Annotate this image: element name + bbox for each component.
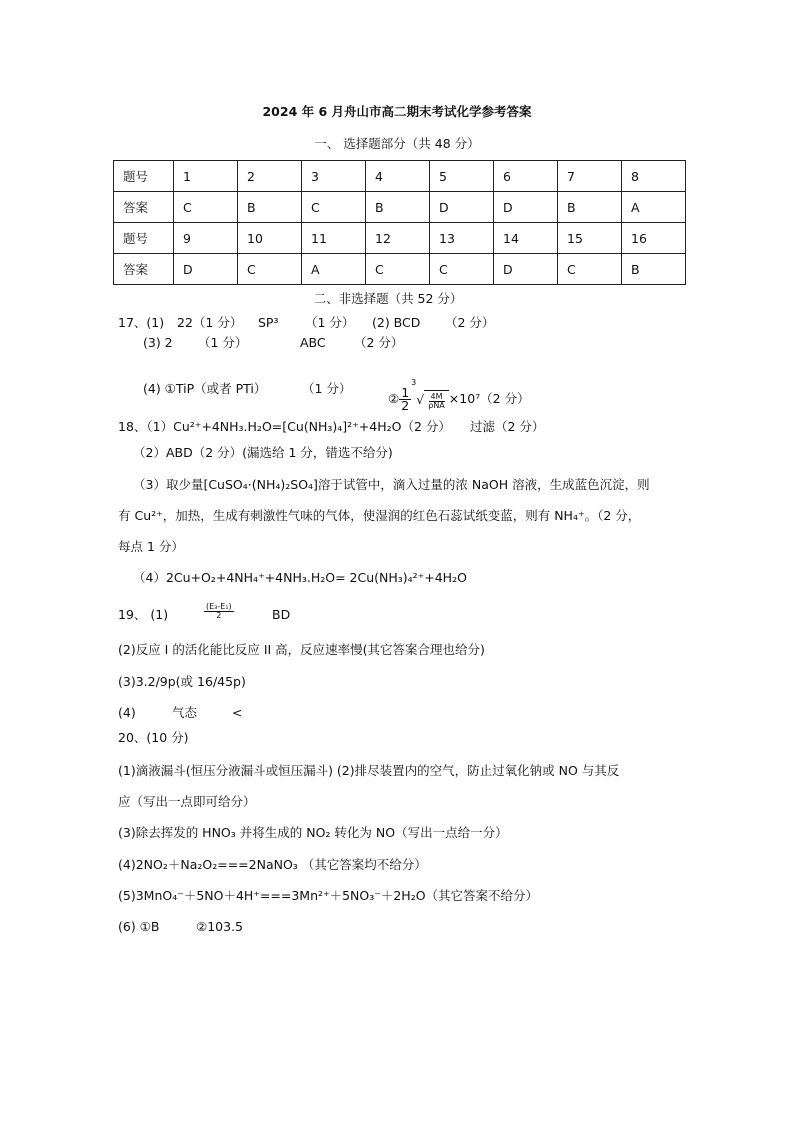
table-cell: C (174, 192, 238, 223)
denominator: 2 (401, 398, 410, 413)
q18-line: （4）2Cu+O₂+4NH₄⁺+4NH₃.H₂O= 2Cu(NH₃)₄²⁺+4H₂O (133, 570, 467, 585)
table-cell: C (558, 254, 622, 285)
q20-answer: (6) ①B (118, 919, 160, 934)
table-cell: 3 (302, 161, 366, 192)
q17-score: （1 分） (305, 315, 355, 330)
q17-label: 17、(1) (118, 315, 165, 330)
table-cell: D (494, 192, 558, 223)
table-cell: B (238, 192, 302, 223)
q20-line: (3)除去挥发的 HNO₃ 并将生成的 NO₂ 转化为 NO（写出一点给一分） (118, 825, 508, 840)
table-cell: 2 (238, 161, 302, 192)
q18-line: （3）取少量[CuSO₄·(NH₄)₂SO₄]溶于试管中，滴入过量的浓 NaOH 溶液，生成蓝色沉淀，则 (133, 477, 650, 492)
table-cell: 10 (238, 223, 302, 254)
table-row (114, 192, 686, 223)
q20-answer: ②103.5 (196, 919, 243, 934)
q20-heading: 20、(10 分) (118, 730, 189, 745)
q17-score: （1 分） (198, 335, 248, 350)
table-cell: 13 (430, 223, 494, 254)
denominator: ρNA (428, 400, 445, 410)
row-header-cell: 题号 (114, 223, 174, 254)
table-cell: 5 (430, 161, 494, 192)
table-cell: 6 (494, 161, 558, 192)
q19-answer: BD (272, 607, 291, 622)
q20-line: (5)3MnO₄⁻＋5NO＋4H⁺===3Mn²⁺＋5NO₃⁻＋2H₂O（其它答案不给分） (118, 888, 539, 903)
row-header-cell: 答案 (114, 254, 174, 285)
table-cell: 15 (558, 223, 622, 254)
circled-two: ② (388, 391, 400, 406)
q19-label: 19、 (1) (118, 607, 169, 622)
table-cell: B (366, 192, 430, 223)
table-cell: D (174, 254, 238, 285)
answer-table (113, 160, 686, 285)
numerator: 4M (430, 391, 443, 401)
q17-answer: SP³ (258, 315, 279, 330)
table-cell: B (558, 192, 622, 223)
q19-label: (4) (118, 705, 136, 720)
q18-answer: 过滤（2 分） (470, 419, 545, 434)
q17-score: （2 分） (445, 315, 495, 330)
table-cell: C (430, 254, 494, 285)
q19-answer: < (232, 705, 243, 720)
cube-root: √ $\frac{4M}{\text{ρNA}}$ (416, 390, 449, 410)
table-cell: 11 (302, 223, 366, 254)
q17-answer: (4) ①TiP（或者 PTi） (143, 381, 267, 396)
table-cell: 8 (622, 161, 686, 192)
table-cell: A (622, 192, 686, 223)
q17-answer: (3) 2 (143, 335, 173, 350)
section-heading-choice: 一、 选择题部分（共 48 分） (314, 136, 480, 151)
numerator: (E₃-E₁) (206, 602, 232, 611)
row-header-cell: 答案 (114, 192, 174, 223)
table-row (114, 161, 686, 192)
table-cell: 7 (558, 161, 622, 192)
table-row (114, 254, 686, 285)
table-row (114, 223, 686, 254)
q18-line: 每点 1 分） (118, 539, 184, 554)
table-cell: 9 (174, 223, 238, 254)
q19-line: (3)3.2/9p(或 16/45p) (118, 674, 246, 689)
table-cell: C (366, 254, 430, 285)
q18-line: 18、（1）Cu²⁺+4NH₃.H₂O=[Cu(NH₃)₄]²⁺+4H₂O（2 分） (118, 419, 451, 434)
q17-score: （1 分） (302, 381, 352, 396)
q17-answer: (2) BCD (372, 315, 421, 330)
table-cell: 4 (366, 161, 430, 192)
table-cell: 14 (494, 223, 558, 254)
q17-formula (388, 378, 530, 413)
table-cell: C (302, 192, 366, 223)
section-heading-nonchoice: 二、非选择题（共 52 分） (313, 291, 463, 306)
q20-line: (4)2NO₂＋Na₂O₂===2NaNO₃ （其它答案均不给分） (118, 857, 427, 872)
root-index: 3 (411, 378, 417, 387)
table-cell: B (622, 254, 686, 285)
q17-answer: ABC (300, 335, 326, 350)
q19-line: (2)反应 I 的活化能比反应 II 高，反应速率慢(其它答案合理也给分) (118, 642, 485, 657)
row-header-cell: 题号 (114, 161, 174, 192)
q18-line: （2）ABD（2 分）(漏选给 1 分，错选不给分) (133, 445, 393, 460)
numerator: 1 (401, 384, 410, 400)
table-cell: 12 (366, 223, 430, 254)
table-cell: C (238, 254, 302, 285)
q17-score: （2 分） (354, 335, 404, 350)
table-cell: 16 (622, 223, 686, 254)
table-cell: 1 (174, 161, 238, 192)
table-cell: A (302, 254, 366, 285)
denominator: 2 (216, 611, 222, 620)
table-cell: D (494, 254, 558, 285)
q20-line: (1)滴液漏斗(恒压分液漏斗或恒压漏斗) (2)排尽装置内的空气，防止过氧化钠或 NO 与其反 (118, 763, 620, 778)
page-title: 2024 年 6 月舟山市高二期末考试化学参考答案 (262, 104, 532, 119)
q17-answer: 22（1 分） (177, 315, 243, 330)
q19-answer: 气态 (172, 705, 198, 720)
q19-fraction (204, 603, 234, 620)
fraction-half (399, 384, 411, 413)
table-cell: D (430, 192, 494, 223)
q20-line: 应（写出一点即可给分） (118, 794, 256, 809)
q18-line: 有 Cu²⁺，加热，生成有刺激性气味的气体，使湿润的红色石蕊试纸变蓝，则有 NH₄⁺。（2 分， (118, 508, 641, 523)
q17-formula-tail: ×10⁷（2 分） (448, 391, 530, 406)
